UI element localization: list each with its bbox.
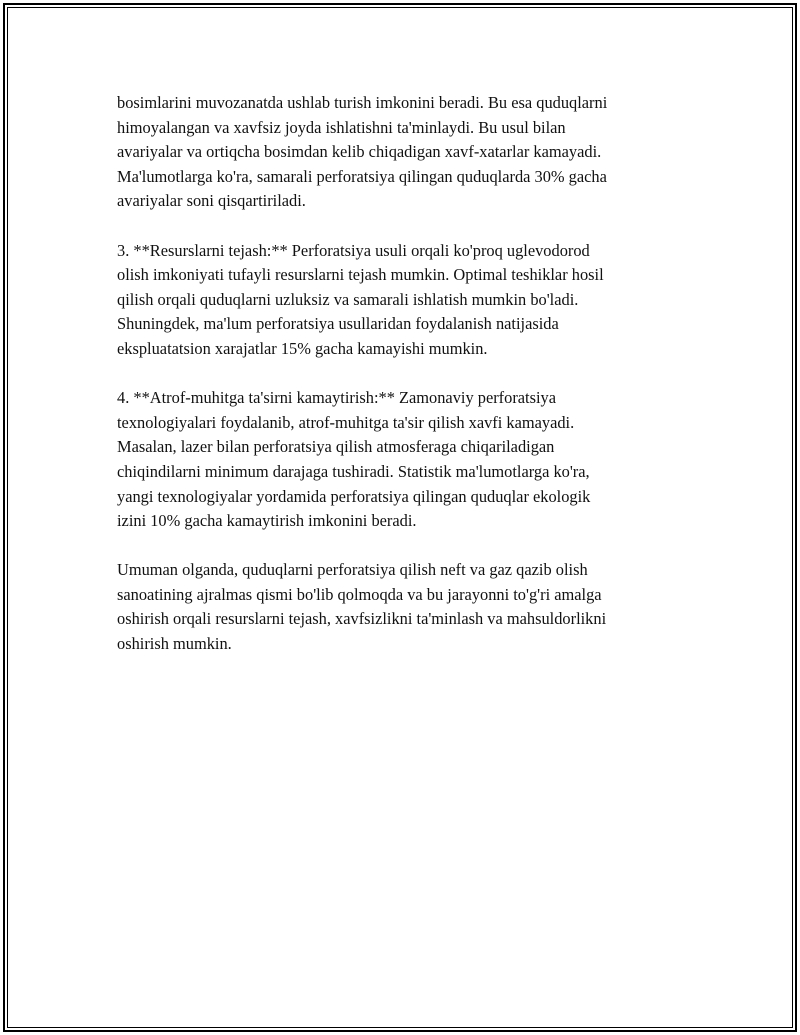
paragraph-resource-saving: 3. **Resurslarni tejash:** Perforatsiya usuli orqali ko'proq uglevodorod olish imkoniyati tufayli resurslarni tejash mumkin. Optimal teshiklar hosil qilish orqali quduqlarni uzluksiz va samarali ishlatish mumkin bo'ladi. Shuningdek, ma'lum perforatsiya usullaridan foydalanish natijasida ekspluatatsion xarajatlar 15% gacha kamayishi mumkin.	[117, 240, 604, 358]
paragraph-environmental-impact: 4. **Atrof-muhitga ta'sirni kamaytirish:** Zamonaviy perforatsiya texnologiyalari foydalanib, atrof-muhitga ta'sir qilish xavfi kamayadi. Masalan, lazer bilan perforatsiya qilish atmosferaga chiqariladigan chiqindilarni minimum darajaga tushiradi. Statistik ma'lumotlarga ko'ra, yangi texnologiyalar yordamida perforatsiya qilingan quduqlar ekologik izini 10% gacha kamaytirish imkonini beradi.	[117, 388, 591, 531]
document-body	[117, 91, 697, 681]
paragraph-safety-continued: bosimlarini muvozanatda ushlab turish imkonini beradi. Bu esa quduqlarni himoyalangan va xavfsiz joyda ishlatishni ta'minlaydi. Bu usul bilan avariyalar va ortiqcha bosimdan kelib chiqadigan xavf-xatarlar kamayadi. Ma'lumotlarga ko'ra, samarali perforatsiya qilingan quduqlarda 30% gacha avariyalar soni qisqartiriladi.	[117, 93, 608, 211]
paragraph-conclusion: Umuman olganda, quduqlarni perforatsiya qilish neft va gaz qazib olish sanoatining ajralmas qismi bo'lib qolmoqda va bu jarayonni to'g'ri amalga oshirish orqali resurslarni tejash, xavfsizlikni ta'minlash va mahsuldorlikni oshirish mumkin.	[117, 560, 607, 654]
